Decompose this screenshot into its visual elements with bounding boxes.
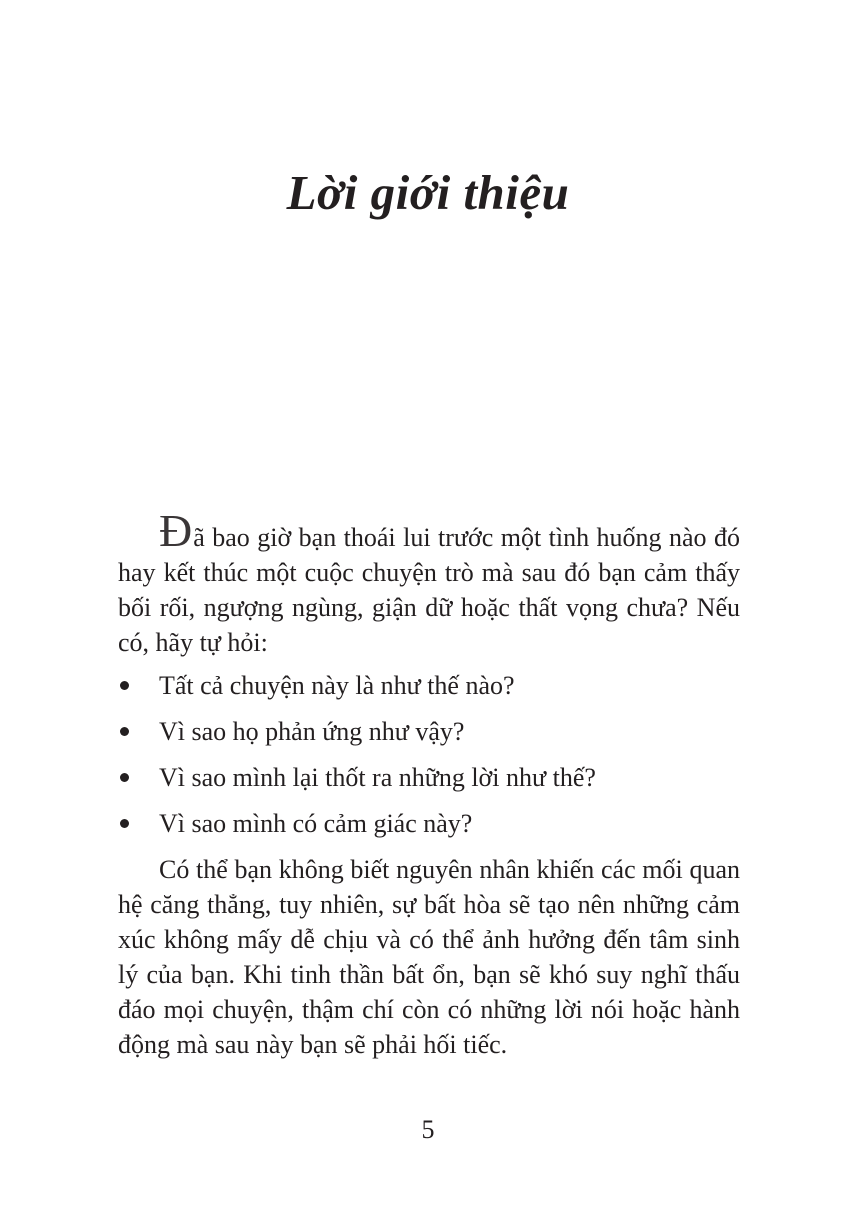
list-item-text: Vì sao mình lại thốt ra những lời như thế? (159, 763, 596, 792)
bullet-icon (120, 773, 129, 782)
drop-cap: Đ (159, 505, 194, 556)
list-item-text: Vì sao mình có cảm giác này? (159, 809, 473, 838)
body-text (118, 505, 740, 1062)
first-paragraph (118, 505, 740, 660)
list-item-text: Tất cả chuyện này là như thế nào? (159, 671, 515, 700)
list-item (118, 668, 740, 703)
list-item-text: Vì sao họ phản ứng như vậy? (159, 717, 465, 746)
bullet-icon (120, 727, 129, 736)
first-paragraph-text: ã bao giờ bạn thoái lui trước một tình huống nào đó hay kết thúc một cuộc chuyện trò mà sau đó bạn cảm thấy bối rối, ngượng ngùng, giận dữ hoặc thất vọng chưa? Nếu có, hãy tự hỏi: (118, 523, 740, 657)
list-item (118, 760, 740, 795)
second-paragraph: Có thể bạn không biết nguyên nhân khiến các mối quan hệ căng thẳng, tuy nhiên, sự bất hòa sẽ tạo nên những cảm xúc không mấy dễ chịu và có thể ảnh hưởng đến tâm sinh lý của bạn. Khi tinh thần bất ổn, bạn sẽ khó suy nghĩ thấu đáo mọi chuyện, thậm chí còn có những lời nói hoặc hành động mà sau này bạn sẽ phải hối tiếc. (118, 855, 740, 1059)
bullet-icon (120, 819, 129, 828)
list-item (118, 806, 740, 841)
page-number: 5 (421, 1115, 435, 1144)
list-item (118, 714, 740, 749)
chapter-title: Lời giới thiệu (286, 165, 570, 220)
bullet-icon (120, 681, 129, 690)
question-list (118, 668, 740, 841)
